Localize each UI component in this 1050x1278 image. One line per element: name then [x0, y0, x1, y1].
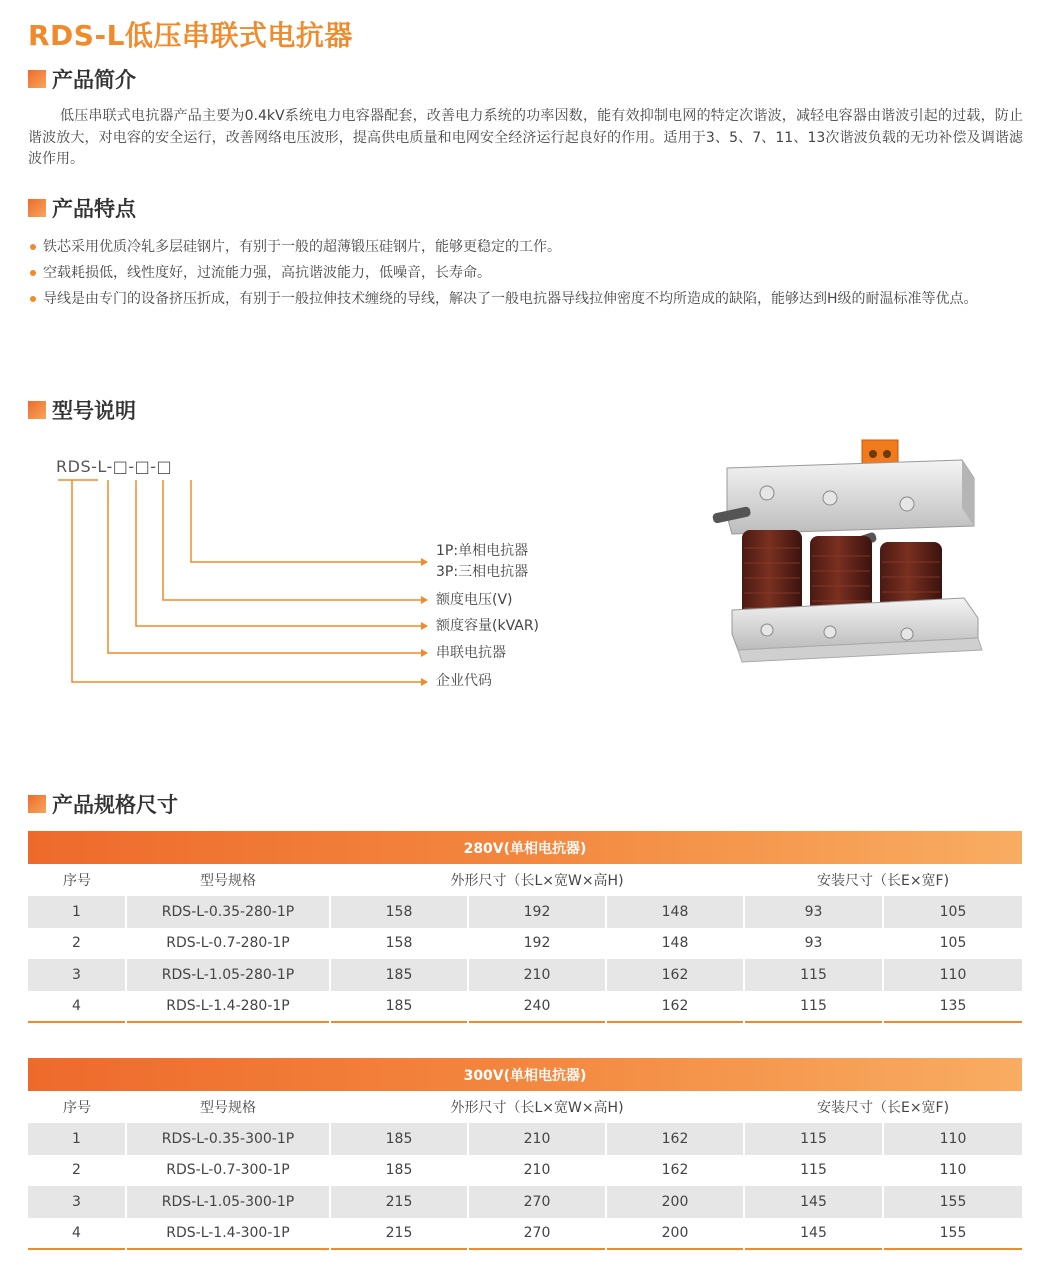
cell-install-f: 105	[883, 896, 1022, 928]
cell-height: 200	[606, 1186, 744, 1218]
section-title: 产品简介	[52, 68, 136, 92]
header-outer-size: 外形尺寸（长L×宽W×高H)	[330, 864, 744, 896]
header-model: 型号规格	[126, 864, 330, 896]
cell-model: RDS-L-1.05-280-1P	[126, 959, 330, 991]
cell-length: 185	[330, 959, 468, 991]
table-row	[28, 959, 1022, 991]
cell-height: 148	[606, 896, 744, 928]
cell-install-e: 145	[744, 1218, 883, 1250]
cell-height: 162	[606, 1123, 744, 1155]
cell-install-e: 93	[744, 896, 883, 928]
header-no: 序号	[28, 864, 126, 896]
table-row	[28, 928, 1022, 960]
section-title: 产品规格尺寸	[52, 793, 178, 817]
cell-no: 2	[28, 1155, 126, 1187]
table-title: 280V(单相电抗器)	[28, 831, 1022, 864]
reactor-product-image	[712, 438, 992, 666]
section-marker-icon	[28, 795, 46, 813]
cell-model: RDS-L-0.35-280-1P	[126, 896, 330, 928]
cell-height: 162	[606, 1155, 744, 1187]
cell-length: 185	[330, 991, 468, 1023]
cell-install-e: 115	[744, 1155, 883, 1187]
cell-model: RDS-L-1.05-300-1P	[126, 1186, 330, 1218]
cell-length: 215	[330, 1218, 468, 1250]
leader-company	[72, 480, 427, 682]
cell-install-f: 110	[883, 1155, 1022, 1187]
cell-height: 162	[606, 959, 744, 991]
table-title: 300V(单相电抗器)	[28, 1058, 1022, 1091]
feature-item: 空载耗损低，线性度好，过流能力强，高抗谐波能力，低噪音，长寿命。	[28, 260, 1028, 286]
feature-item: 导线是由专门的设备挤压折成，有别于一般拉伸技术缠绕的导线，解决了一般电抗器导线拉伸密度不均所造成的缺陷，能够达到H级的耐温标准等优点。	[28, 286, 1028, 312]
cell-width: 210	[468, 1123, 606, 1155]
spec-table-300v	[28, 1058, 1022, 1250]
table-row	[28, 991, 1022, 1023]
cell-no: 1	[28, 896, 126, 928]
cell-install-f: 110	[883, 959, 1022, 991]
cell-width: 192	[468, 928, 606, 960]
cell-length: 185	[330, 1155, 468, 1187]
cell-model: RDS-L-0.35-300-1P	[126, 1123, 330, 1155]
cell-model: RDS-L-0.7-280-1P	[126, 928, 330, 960]
table-row	[28, 1186, 1022, 1218]
header-install-size: 安装尺寸（长E×宽F)	[744, 864, 1022, 896]
cell-length: 185	[330, 1123, 468, 1155]
leader-phase	[191, 480, 427, 562]
cell-length: 215	[330, 1186, 468, 1218]
legend-capacity: 额度容量(kVAR)	[436, 618, 540, 634]
cell-install-e: 145	[744, 1186, 883, 1218]
cell-no: 2	[28, 928, 126, 960]
section-title: 型号说明	[52, 399, 136, 423]
leader-series	[108, 480, 427, 653]
cell-install-f: 105	[883, 928, 1022, 960]
cell-width: 210	[468, 959, 606, 991]
legend-company: 企业代码	[436, 673, 492, 689]
cell-no: 3	[28, 1186, 126, 1218]
cell-model: RDS-L-0.7-300-1P	[126, 1155, 330, 1187]
section-title: 产品特点	[52, 197, 136, 221]
cell-width: 192	[468, 896, 606, 928]
cell-height: 162	[606, 991, 744, 1023]
cell-install-e: 115	[744, 959, 883, 991]
page-title: RDS-L低压串联式电抗器	[28, 19, 353, 52]
cell-install-f: 110	[883, 1123, 1022, 1155]
section-heading-specs	[28, 791, 178, 817]
leader-voltage	[163, 480, 427, 600]
leader-capacity	[136, 480, 427, 626]
cell-width: 270	[468, 1218, 606, 1250]
cell-install-e: 115	[744, 991, 883, 1023]
legend-series: 串联电抗器	[436, 645, 506, 661]
legend-phase	[436, 541, 528, 583]
intro-paragraph: 低压串联式电抗器产品主要为0.4kV系统电力电容器配套，改善电力系统的功率因数，能有效抑制电网的特定次谐波，减轻电容器由谐波引起的过载，防止谐波放大，对电容的安全运行，改善网络电压波形，提高供电质量和电网安全经济运行起良好的作用。适用于3、5、7、11、13次谐波负载的无功补偿及调谐滤波作用。	[28, 108, 1023, 167]
cell-model: RDS-L-1.4-300-1P	[126, 1218, 330, 1250]
cell-length: 158	[330, 896, 468, 928]
cell-install-f: 155	[883, 1218, 1022, 1250]
cell-height: 200	[606, 1218, 744, 1250]
cell-model: RDS-L-1.4-280-1P	[126, 991, 330, 1023]
cell-width: 270	[468, 1186, 606, 1218]
cell-install-e: 93	[744, 928, 883, 960]
cell-install-e: 115	[744, 1123, 883, 1155]
cell-length: 158	[330, 928, 468, 960]
cell-install-f: 135	[883, 991, 1022, 1023]
header-install-size: 安装尺寸（长E×宽F)	[744, 1091, 1022, 1123]
table-row	[28, 1155, 1022, 1187]
cell-width: 210	[468, 1155, 606, 1187]
legend-voltage: 额度电压(V)	[436, 592, 513, 608]
cell-no: 4	[28, 991, 126, 1023]
header-no: 序号	[28, 1091, 126, 1123]
header-model: 型号规格	[126, 1091, 330, 1123]
legend-phase-1: 1P:单相电抗器	[436, 543, 529, 559]
cell-no: 4	[28, 1218, 126, 1250]
table-row	[28, 1218, 1022, 1250]
cell-width: 240	[468, 991, 606, 1023]
spec-table-280v	[28, 831, 1022, 1023]
header-outer-size: 外形尺寸（长L×宽W×高H)	[330, 1091, 744, 1123]
legend-phase-3: 3P:三相电抗器	[436, 564, 529, 580]
cell-no: 3	[28, 959, 126, 991]
cell-height: 148	[606, 928, 744, 960]
cell-install-f: 155	[883, 1186, 1022, 1218]
feature-item: 铁芯采用优质冷轧多层硅钢片，有别于一般的超薄锻压硅钢片，能够更稳定的工作。	[28, 234, 1028, 260]
table-row	[28, 896, 1022, 928]
cell-no: 1	[28, 1123, 126, 1155]
model-code: RDS-L-□-□-□	[56, 457, 173, 476]
table-row	[28, 1123, 1022, 1155]
